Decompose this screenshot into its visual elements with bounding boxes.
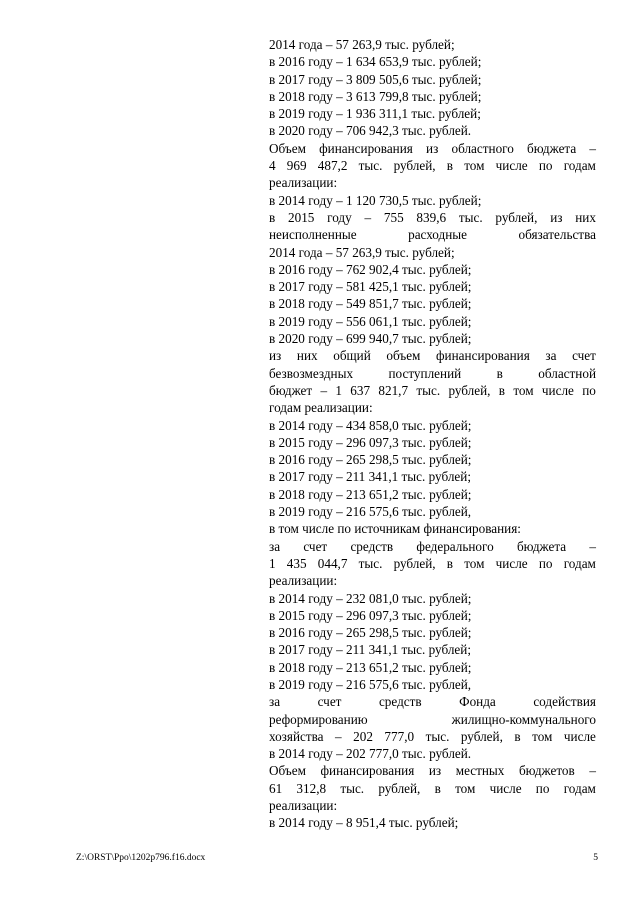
text-word: по (538, 555, 553, 571)
text-line: реализации: (269, 798, 338, 814)
text-word: них (296, 348, 318, 364)
text-line: в 2015 году – 296 097,3 тыс. рублей; (269, 607, 472, 623)
text-word: годам (563, 555, 596, 571)
text-word: из (550, 209, 563, 225)
text-word: – (335, 728, 342, 744)
text-word: общий (333, 348, 371, 364)
text-line: в 2018 году – 213 651,2 тыс. рублей; (269, 659, 472, 675)
text-word: из (428, 763, 442, 779)
text-word: из (269, 348, 282, 364)
text-word: 312,8 (296, 780, 327, 796)
text-word: годам (563, 780, 596, 796)
text-line: в 2017 году – 211 341,1 тыс. рублей; (269, 642, 471, 658)
text-word: – (364, 209, 372, 225)
text-word: в (496, 365, 503, 381)
text-word: финансирования (436, 348, 530, 364)
text-word: поступлений (388, 365, 462, 381)
text-line: в 2014 году – 434 858,0 тыс. рублей; (269, 417, 472, 433)
text-word: бюджетов (518, 763, 575, 779)
text-line: в 2015 году – 296 097,3 тыс. рублей; (269, 434, 472, 450)
text-word: бюджет (269, 382, 313, 398)
text-word: 202 (353, 728, 373, 744)
text-line: в 2019 году – 216 575,6 тыс. рублей, (269, 504, 472, 520)
text-word: жилищно-коммунального (451, 711, 596, 727)
text-line (269, 780, 596, 797)
text-line: в 2014 году – 202 777,0 тыс. рублей. (269, 746, 472, 762)
text-word: тыс. (416, 382, 441, 398)
text-line: реализации: (269, 175, 338, 191)
text-word: числе (495, 555, 528, 571)
text-word: том (513, 382, 534, 398)
text-line: реализации: (269, 573, 338, 589)
text-word: рублей, (393, 555, 436, 571)
text-word: рублей, (460, 728, 503, 744)
text-word: 755 (383, 209, 404, 225)
text-word: счет (303, 538, 328, 554)
text-word: областной (538, 365, 596, 381)
text-line (269, 347, 596, 364)
text-word: 044,7 (317, 555, 348, 571)
page-footer (76, 853, 598, 867)
text-word: объем (386, 348, 421, 364)
text-line: 2014 года – 57 263,9 тыс. рублей; (269, 37, 455, 52)
text-word: финансирования (319, 140, 413, 156)
text-word: том (464, 555, 485, 571)
text-word: 1 (335, 382, 342, 398)
text-word: 777,0 (384, 728, 415, 744)
text-word: 2015 (288, 209, 315, 225)
text-word: областного (451, 140, 514, 156)
text-word: том (455, 780, 476, 796)
text-line (269, 365, 596, 382)
text-word: неисполненные (269, 227, 357, 243)
text-word: обязательства (518, 227, 596, 243)
text-word: хозяйства (269, 728, 324, 744)
text-word: тыс. (458, 209, 483, 225)
text-word: тыс. (340, 780, 365, 796)
text-word: рублей, (495, 209, 538, 225)
text-word: счет (572, 348, 596, 364)
text-word: за (545, 348, 557, 364)
text-line: в 2018 году – 549 851,7 тыс. рублей; (269, 296, 472, 312)
text-word: расходные (408, 227, 468, 243)
text-line (269, 693, 596, 710)
text-word: Фонда (459, 694, 496, 710)
text-line: в 2014 году – 8 951,4 тыс. рублей; (269, 815, 459, 831)
text-word: по (538, 158, 553, 174)
text-line: в 2016 году – 265 298,5 тыс. рублей; (269, 452, 472, 468)
text-word: федерального (416, 538, 494, 554)
text-word: числе (495, 158, 528, 174)
text-word: Объем (269, 763, 306, 779)
text-word: за (269, 694, 281, 710)
text-word: году (327, 209, 352, 225)
text-line (269, 226, 596, 243)
text-word: бюджета (527, 140, 577, 156)
text-word: рублей, (393, 158, 436, 174)
text-word: 4 (269, 158, 276, 174)
text-line: в 2016 году – 1 634 653,9 тыс. рублей; (269, 54, 482, 70)
text-word: по (582, 382, 596, 398)
text-word: из (426, 140, 439, 156)
text-word: финансирования (320, 763, 415, 779)
text-line (269, 140, 596, 157)
text-line (269, 382, 596, 399)
text-line: в 2016 году – 265 298,5 тыс. рублей; (269, 625, 472, 641)
text-line: в 2018 году – 213 651,2 тыс. рублей; (269, 486, 472, 502)
text-line: в 2018 году – 3 613 799,8 тыс. рублей; (269, 88, 482, 104)
text-word: Объем (269, 140, 306, 156)
text-word: местных (455, 763, 505, 779)
text-word: годам (563, 158, 596, 174)
text-word: в (514, 728, 521, 744)
text-word: счет (317, 694, 342, 710)
text-line: в 2020 году – 699 940,7 тыс. рублей; (269, 331, 472, 347)
text-word: – (589, 140, 596, 156)
text-word: в (446, 555, 454, 571)
text-word: них (575, 209, 596, 225)
footer-page-number: 5 (593, 853, 598, 863)
text-line: в 2014 году – 232 081,0 тыс. рублей; (269, 590, 472, 606)
text-line: в том числе по источникам финансирования: (269, 521, 521, 537)
text-word: рублей, (448, 382, 491, 398)
text-word: в (498, 382, 506, 398)
document-body (269, 36, 596, 832)
text-line: годам реализации: (269, 400, 373, 416)
text-line (269, 538, 596, 555)
text-line: в 2016 году – 762 902,4 тыс. рублей; (269, 261, 472, 277)
text-word: реформированию (269, 711, 368, 727)
text-word: безвозмездных (269, 365, 354, 381)
text-line: в 2019 году – 216 575,6 тыс. рублей, (269, 676, 472, 692)
text-word: 435 (286, 555, 307, 571)
text-line: в 2019 году – 1 936 311,1 тыс. рублей; (269, 106, 481, 122)
text-word: в (269, 209, 276, 225)
text-word: в (434, 780, 441, 796)
text-line (269, 728, 596, 745)
text-word: числе (541, 382, 574, 398)
text-word: 61 (269, 780, 283, 796)
text-line (269, 209, 596, 226)
text-line: в 2020 году – 706 942,3 тыс. рублей. (269, 123, 472, 139)
text-word: 1 (269, 555, 276, 571)
text-word: средств (350, 538, 394, 554)
text-word: 821,7 (378, 382, 409, 398)
text-word: 969 (286, 158, 307, 174)
text-word: – (320, 382, 328, 398)
text-word: 839,6 (416, 209, 447, 225)
text-word: тыс. (358, 158, 383, 174)
text-word: содействия (533, 694, 596, 710)
text-line: в 2014 году – 1 120 730,5 тыс. рублей; (269, 192, 482, 208)
text-word: тыс. (425, 728, 450, 744)
text-line (269, 711, 596, 728)
text-line: в 2019 году – 556 061,1 тыс. рублей; (269, 313, 472, 329)
text-line: 2014 года – 57 263,9 тыс. рублей; (269, 244, 455, 260)
text-word: в (446, 158, 454, 174)
text-word: 637 (350, 382, 371, 398)
text-word: средств (378, 694, 422, 710)
text-line (269, 762, 596, 779)
text-line (269, 555, 596, 572)
text-line: в 2017 году – 581 425,1 тыс. рублей; (269, 279, 472, 295)
text-word: числе (563, 728, 596, 744)
text-line: в 2017 году – 211 341,1 тыс. рублей; (269, 469, 471, 485)
text-word: – (589, 763, 596, 779)
text-word: бюджета (516, 538, 567, 554)
text-word: 487,2 (317, 158, 348, 174)
text-word: том (464, 158, 485, 174)
text-word: – (589, 538, 596, 554)
text-word: том (532, 728, 553, 744)
text-word: тыс. (358, 555, 383, 571)
text-word: за (269, 538, 281, 554)
footer-file-path: Z:\ORST\Ppo\1202p796.f16.docx (76, 853, 206, 863)
text-word: рублей, (378, 780, 421, 796)
text-line: в 2017 году – 3 809 505,6 тыс. рублей; (269, 71, 482, 87)
text-line (269, 157, 596, 174)
text-word: числе (489, 780, 522, 796)
text-word: по (535, 780, 550, 796)
